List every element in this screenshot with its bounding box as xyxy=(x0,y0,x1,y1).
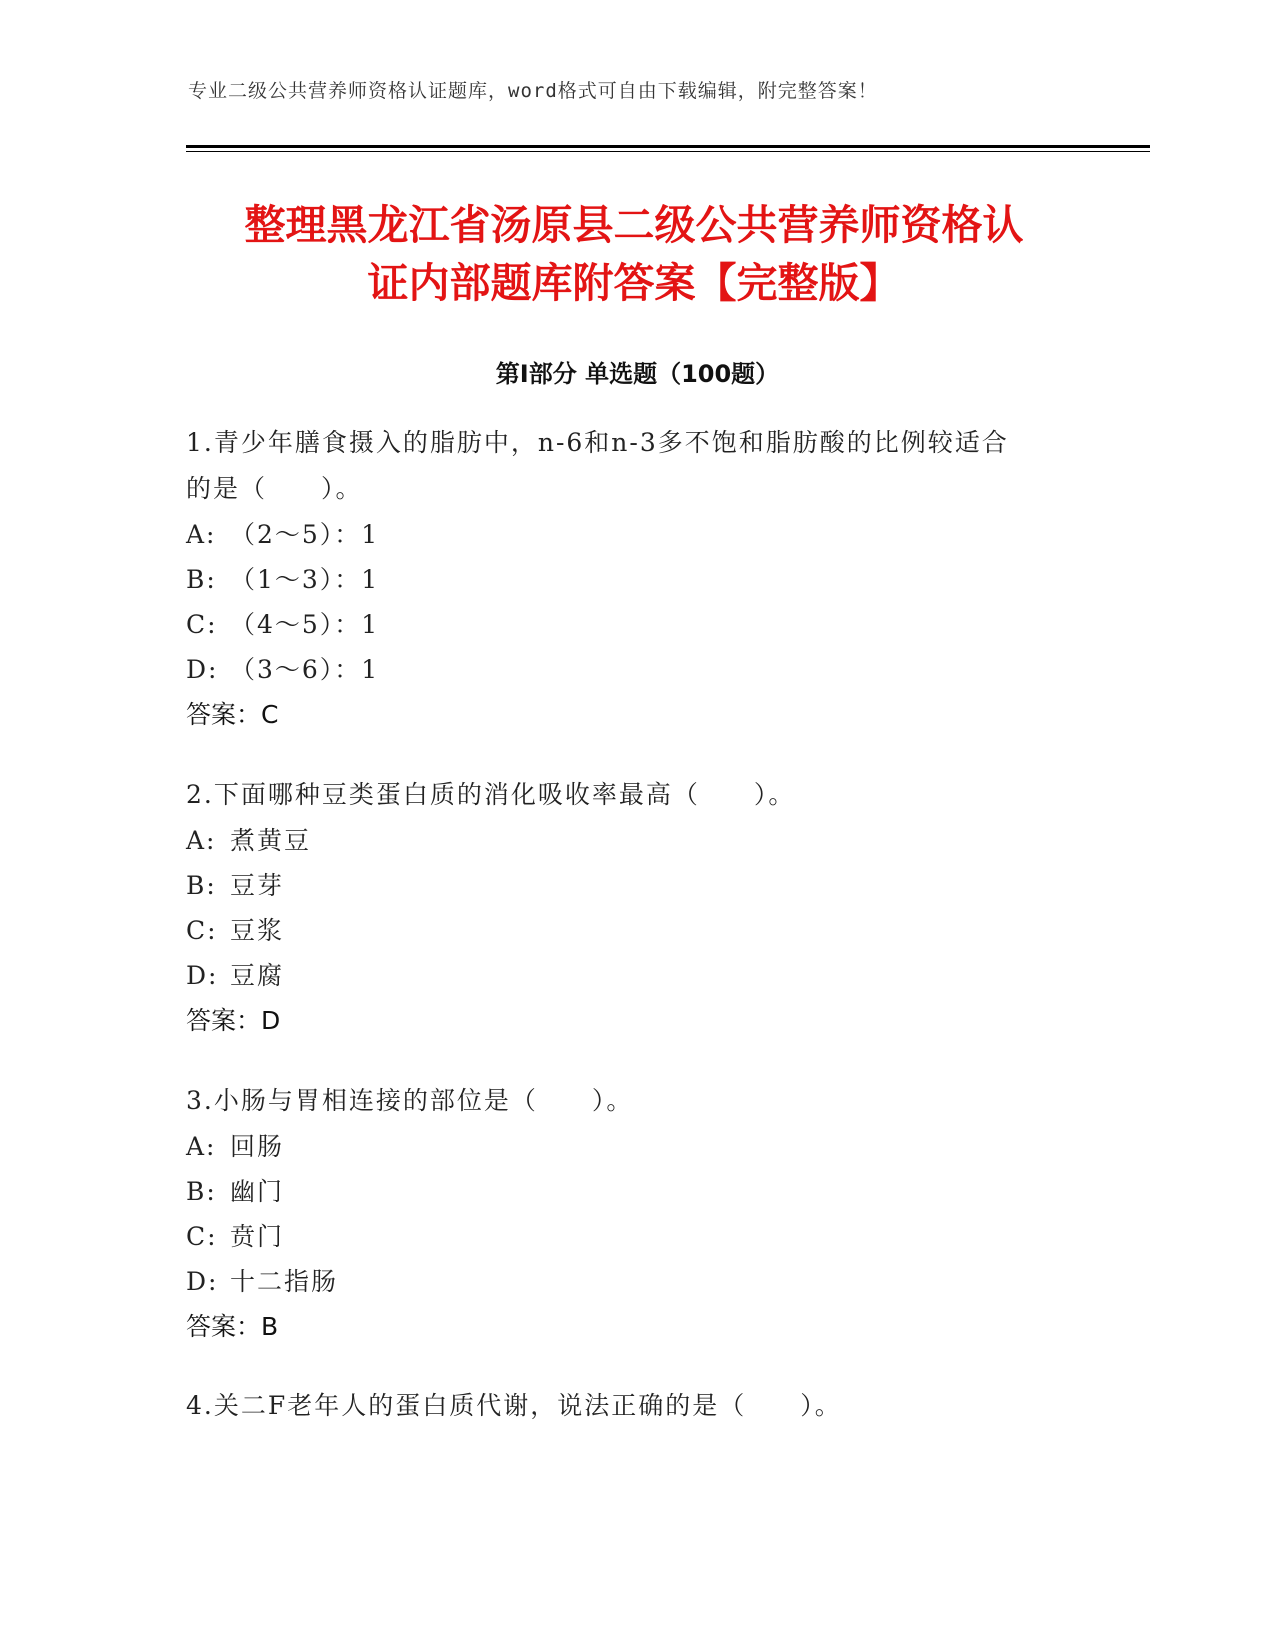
option-text: 十二指肠 xyxy=(230,1267,339,1296)
question-2 xyxy=(186,772,1086,1043)
question-3 xyxy=(186,1078,1086,1349)
option-key: D: xyxy=(186,1267,219,1296)
option-text: （2～5）：1 xyxy=(230,520,380,549)
option-c xyxy=(186,1214,1086,1259)
option-text: 豆腐 xyxy=(230,961,285,990)
option-a xyxy=(186,1124,1086,1169)
document-title xyxy=(150,196,1118,312)
option-key: A: xyxy=(186,1132,217,1161)
question-stem: 4.关二F老年人的蛋白质代谢，说法正确的是（ ）。 xyxy=(186,1391,842,1420)
option-text: （4～5）：1 xyxy=(230,610,380,639)
question-stem: 3.小肠与胃相连接的部位是（ ）。 xyxy=(186,1086,634,1115)
question-1 xyxy=(186,420,1086,737)
option-key: C: xyxy=(186,1222,218,1251)
answer-line: 答案：C xyxy=(186,700,279,729)
option-b xyxy=(186,1169,1086,1214)
option-a xyxy=(186,818,1086,863)
option-text: 豆浆 xyxy=(230,916,285,945)
option-text: 煮黄豆 xyxy=(230,826,312,855)
option-c xyxy=(186,908,1086,953)
option-key: D: xyxy=(186,655,219,684)
header-rule-thick xyxy=(186,145,1150,148)
title-line-2: 证内部题库附答案【完整版】 xyxy=(367,259,901,307)
answer-line: 答案：B xyxy=(186,1312,279,1341)
option-key: A: xyxy=(186,826,217,855)
running-header: 专业二级公共营养师资格认证题库，word格式可自由下载编辑，附完整答案！ xyxy=(188,80,878,102)
option-key: C: xyxy=(186,916,218,945)
section-heading: 第Ⅰ部分 单选题（100题） xyxy=(495,360,780,388)
option-key: B: xyxy=(186,565,217,594)
option-d xyxy=(186,647,1086,692)
option-a xyxy=(186,512,1086,557)
option-text: 回肠 xyxy=(230,1132,285,1161)
question-stem xyxy=(186,420,1086,512)
option-key: B: xyxy=(186,871,217,900)
option-text: 贲门 xyxy=(230,1222,285,1251)
option-key: D: xyxy=(186,961,219,990)
option-text: （1～3）：1 xyxy=(230,565,380,594)
question-stem-line-1: 1.青少年膳食摄入的脂肪中，n-6和n-3多不饱和脂肪酸的比例较适合 xyxy=(186,428,1009,457)
question-stem: 2.下面哪种豆类蛋白质的消化吸收率最高（ ）。 xyxy=(186,780,796,809)
option-key: A: xyxy=(186,520,217,549)
option-text: 豆芽 xyxy=(230,871,285,900)
question-stem-line-2: 的是（ ）。 xyxy=(186,474,363,503)
option-d xyxy=(186,1259,1086,1304)
option-c xyxy=(186,602,1086,647)
option-d xyxy=(186,953,1086,998)
question-4 xyxy=(186,1383,1086,1429)
option-b xyxy=(186,557,1086,602)
option-text: （3～6）：1 xyxy=(230,655,380,684)
title-line-1: 整理黑龙江省汤原县二级公共营养师资格认 xyxy=(244,201,1024,249)
header-rule-thin xyxy=(186,151,1150,152)
option-key: C: xyxy=(186,610,218,639)
answer-line: 答案：D xyxy=(186,1006,281,1035)
option-b xyxy=(186,863,1086,908)
option-text: 幽门 xyxy=(230,1177,285,1206)
option-key: B: xyxy=(186,1177,217,1206)
